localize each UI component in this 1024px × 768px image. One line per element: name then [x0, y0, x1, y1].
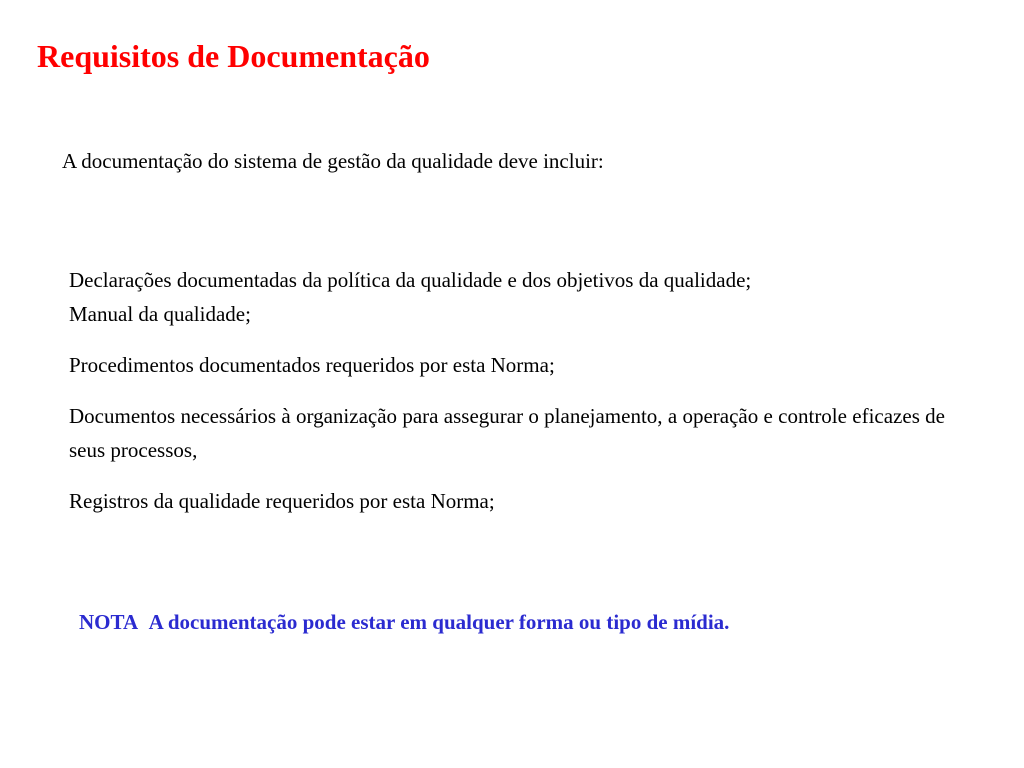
list-item: Procedimentos documentados requeridos por esta Norma;	[69, 353, 555, 377]
note-block	[79, 605, 937, 639]
requirements-list	[69, 263, 945, 518]
note-text: A documentação pode estar em qualquer forma ou tipo de mídia.	[148, 610, 730, 634]
intro-text: A documentação do sistema de gestão da qualidade deve incluir:	[62, 149, 604, 173]
list-item: Documentos necessários à organização para assegurar o planejamento, a operação e controle eficazes de seus processos,	[69, 404, 945, 462]
list-item: Registros da qualidade requeridos por esta Norma;	[69, 489, 495, 513]
list-item: Manual da qualidade;	[69, 302, 251, 326]
slide-title: Requisitos de Documentação	[37, 38, 430, 74]
list-item: Declarações documentadas da política da qualidade e dos objetivos da qualidade;	[69, 268, 752, 292]
note-label: NOTA	[79, 610, 139, 634]
